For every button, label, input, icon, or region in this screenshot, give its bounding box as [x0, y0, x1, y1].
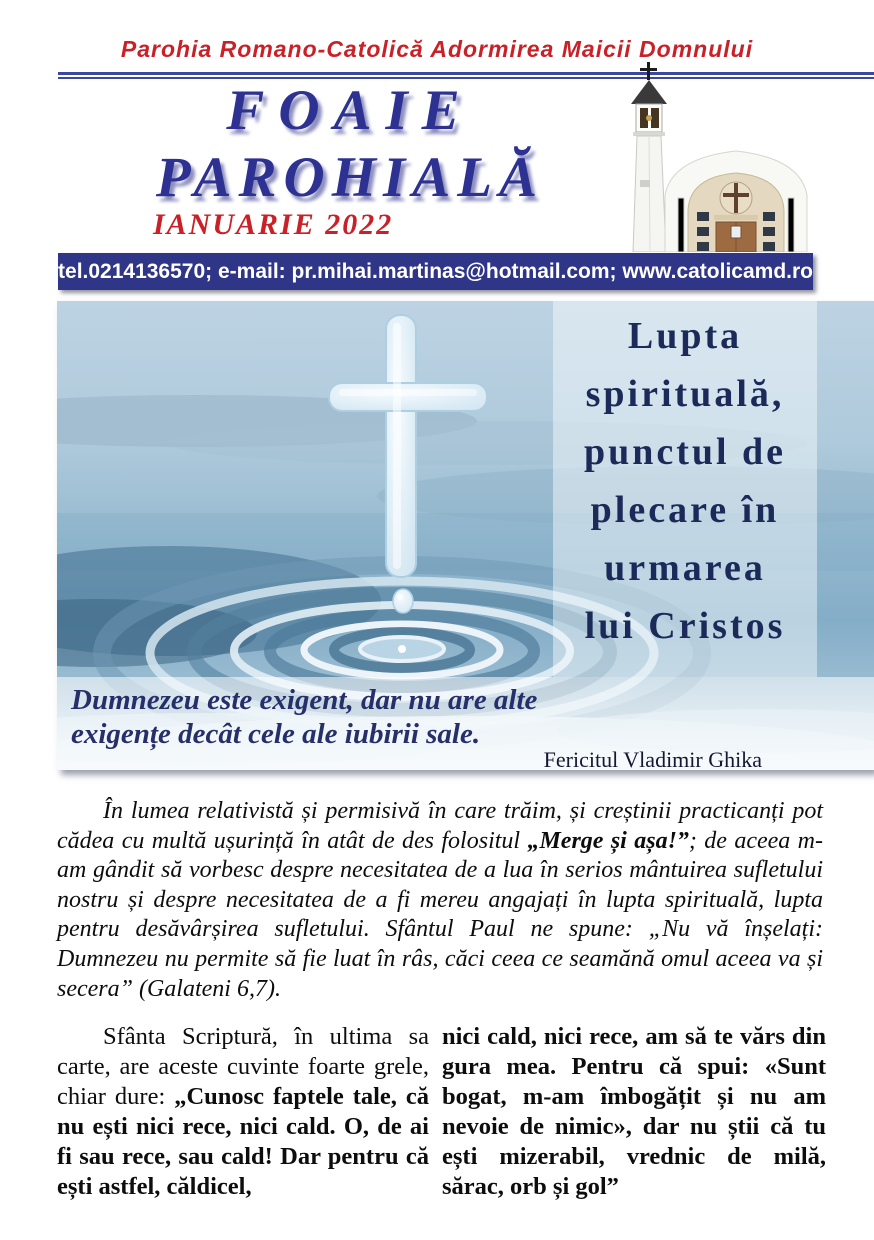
- newsletter-title-line2: PAROHIALĂ: [155, 146, 545, 209]
- article-title-line: Lupta: [627, 315, 743, 357]
- intro-paragraph: [57, 797, 823, 1004]
- article-title-line: lui Cristos: [584, 605, 786, 647]
- column-left-quote: „Cunosc faptele tale, că nu ești nici rece, nici cald. O, de ai fi sau rece, sau cald! Dar pentru că ești astfel, căldicel,: [57, 1083, 429, 1200]
- parish-name: Parohia Romano-Catolică Adormirea Maicii Domnului: [120, 36, 754, 62]
- intro-text-end: ; de aceea m-am gândit să vorbesc despre necesitatea de a lua în serios mântuirea sufletului nostru și despre necesitatea de a fi mereu angajați în lupta spirituală, lupta pentru desăvârșirea sufletului. Sfântul Paul ne spune: „Nu vă înșelați: Dumnezeu nu permite să fie luat în râs, căci ceea ce seamănă omul aceea va și secera” (Galateni 6,7).: [57, 827, 824, 1002]
- church-photo: [610, 60, 815, 252]
- hero-image: [57, 301, 874, 770]
- hero-title-panel: [553, 301, 817, 677]
- quote-band: [57, 677, 874, 770]
- intro-text-start: În lumea relativistă și permisivă în care trăim, și creștinii practicanți pot cădea cu multă ușurință în atât de des folositul: [57, 798, 823, 854]
- church-icon: [610, 60, 815, 252]
- quote-author: Fericitul Vladimir Ghika: [543, 747, 762, 770]
- column-right: [442, 1022, 826, 1202]
- article-title-line: urmarea: [604, 547, 766, 589]
- article-title-line: plecare în: [590, 489, 780, 531]
- newsletter-title-line1: FOAIE: [226, 79, 474, 142]
- column-left: [57, 1022, 429, 1202]
- contact-bar: tel.0214136570; e-mail: pr.mihai.martinas@hotmail.com; www.catolicamd.ro: [58, 253, 813, 290]
- column-left-normal: Sfânta Scriptură, în ultima sa carte, are aceste cuvinte foarte grele, chiar dure:: [57, 1023, 429, 1110]
- article-title-line: spirituală,: [585, 373, 785, 415]
- quote-text-line2: exigențe decât cele ale iubirii sale.: [71, 718, 481, 750]
- issue-date: IANUARIE 2022: [153, 208, 394, 241]
- article-title: [553, 301, 817, 655]
- intro-text-emphasis: „Merge și așa!”: [527, 827, 689, 854]
- article-title-line: punctul de: [583, 431, 787, 473]
- column-right-quote: nici cald, nici rece, am să te vărs din gura mea. Pentru că spui: «Sunt bogat, m-am îmbogățit și nu am nevoie de nimic», dar nu știi că tu ești mizerabil, vrednic de milă, sărac, orb și gol”: [442, 1023, 826, 1200]
- quote-text-line1: Dumnezeu este exigent, dar nu are alte: [71, 684, 538, 716]
- masthead-title: [95, 78, 605, 242]
- body-columns: [57, 1022, 826, 1202]
